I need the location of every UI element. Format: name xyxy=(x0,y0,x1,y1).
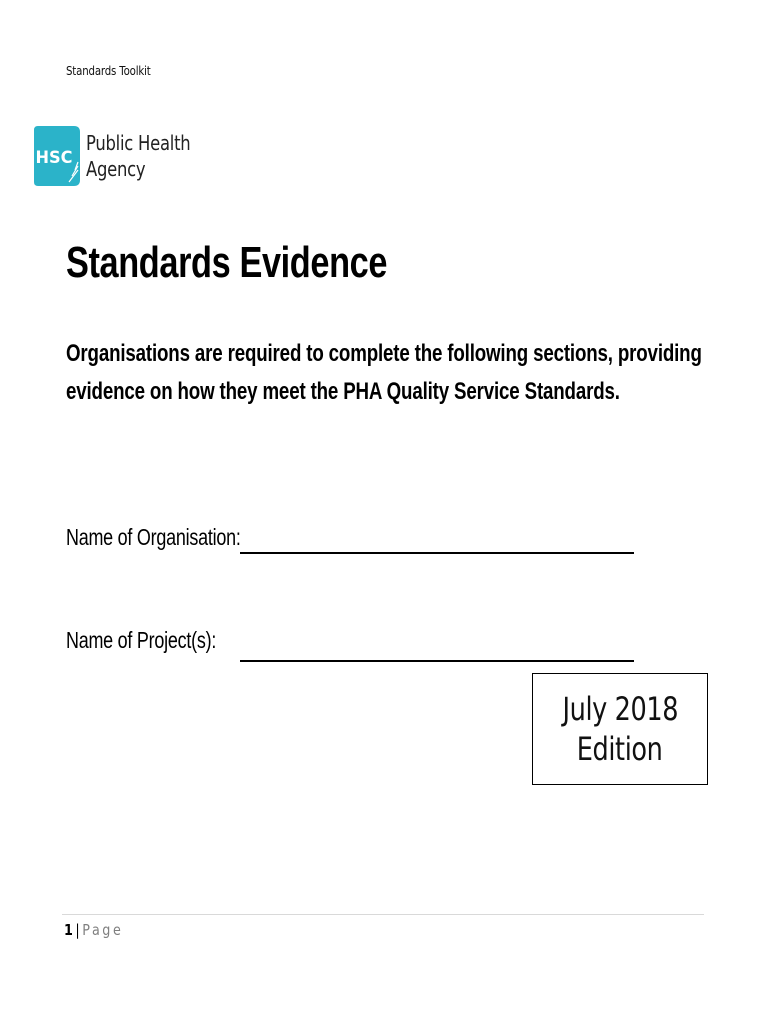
page-number: 1 xyxy=(64,921,73,939)
organisation-label: Name of Organisation: xyxy=(66,524,241,550)
pha-logo xyxy=(34,126,213,186)
project-input-line[interactable] xyxy=(240,660,634,662)
intro-paragraph xyxy=(66,335,706,411)
organisation-input-line[interactable] xyxy=(240,552,634,554)
intro-line-1: Organisations are required to complete the following sections, providing xyxy=(66,340,702,367)
edition-box xyxy=(532,673,708,785)
project-label: Name of Project(s): xyxy=(66,627,217,653)
footer-divider xyxy=(62,914,704,915)
logo-wordmark xyxy=(86,130,190,182)
edition-label: Edition xyxy=(577,730,663,768)
intro-line-2: evidence on how they meet the PHA Quality Service Standards. xyxy=(66,378,620,405)
project-field xyxy=(66,627,258,654)
page-title: Standards Evidence xyxy=(66,238,388,287)
svg-text:HSC: HSC xyxy=(35,147,73,168)
page-footer xyxy=(64,921,123,939)
logo-line-1: Public Health xyxy=(86,131,191,155)
logo-line-2: Agency xyxy=(86,157,146,181)
footer-separator: | xyxy=(75,921,80,939)
hsc-logo-icon xyxy=(34,126,80,186)
edition-date: July 2018 xyxy=(562,690,678,728)
organisation-field xyxy=(66,524,290,551)
page-label: Page xyxy=(82,921,124,939)
running-header: Standards Toolkit xyxy=(66,64,151,78)
